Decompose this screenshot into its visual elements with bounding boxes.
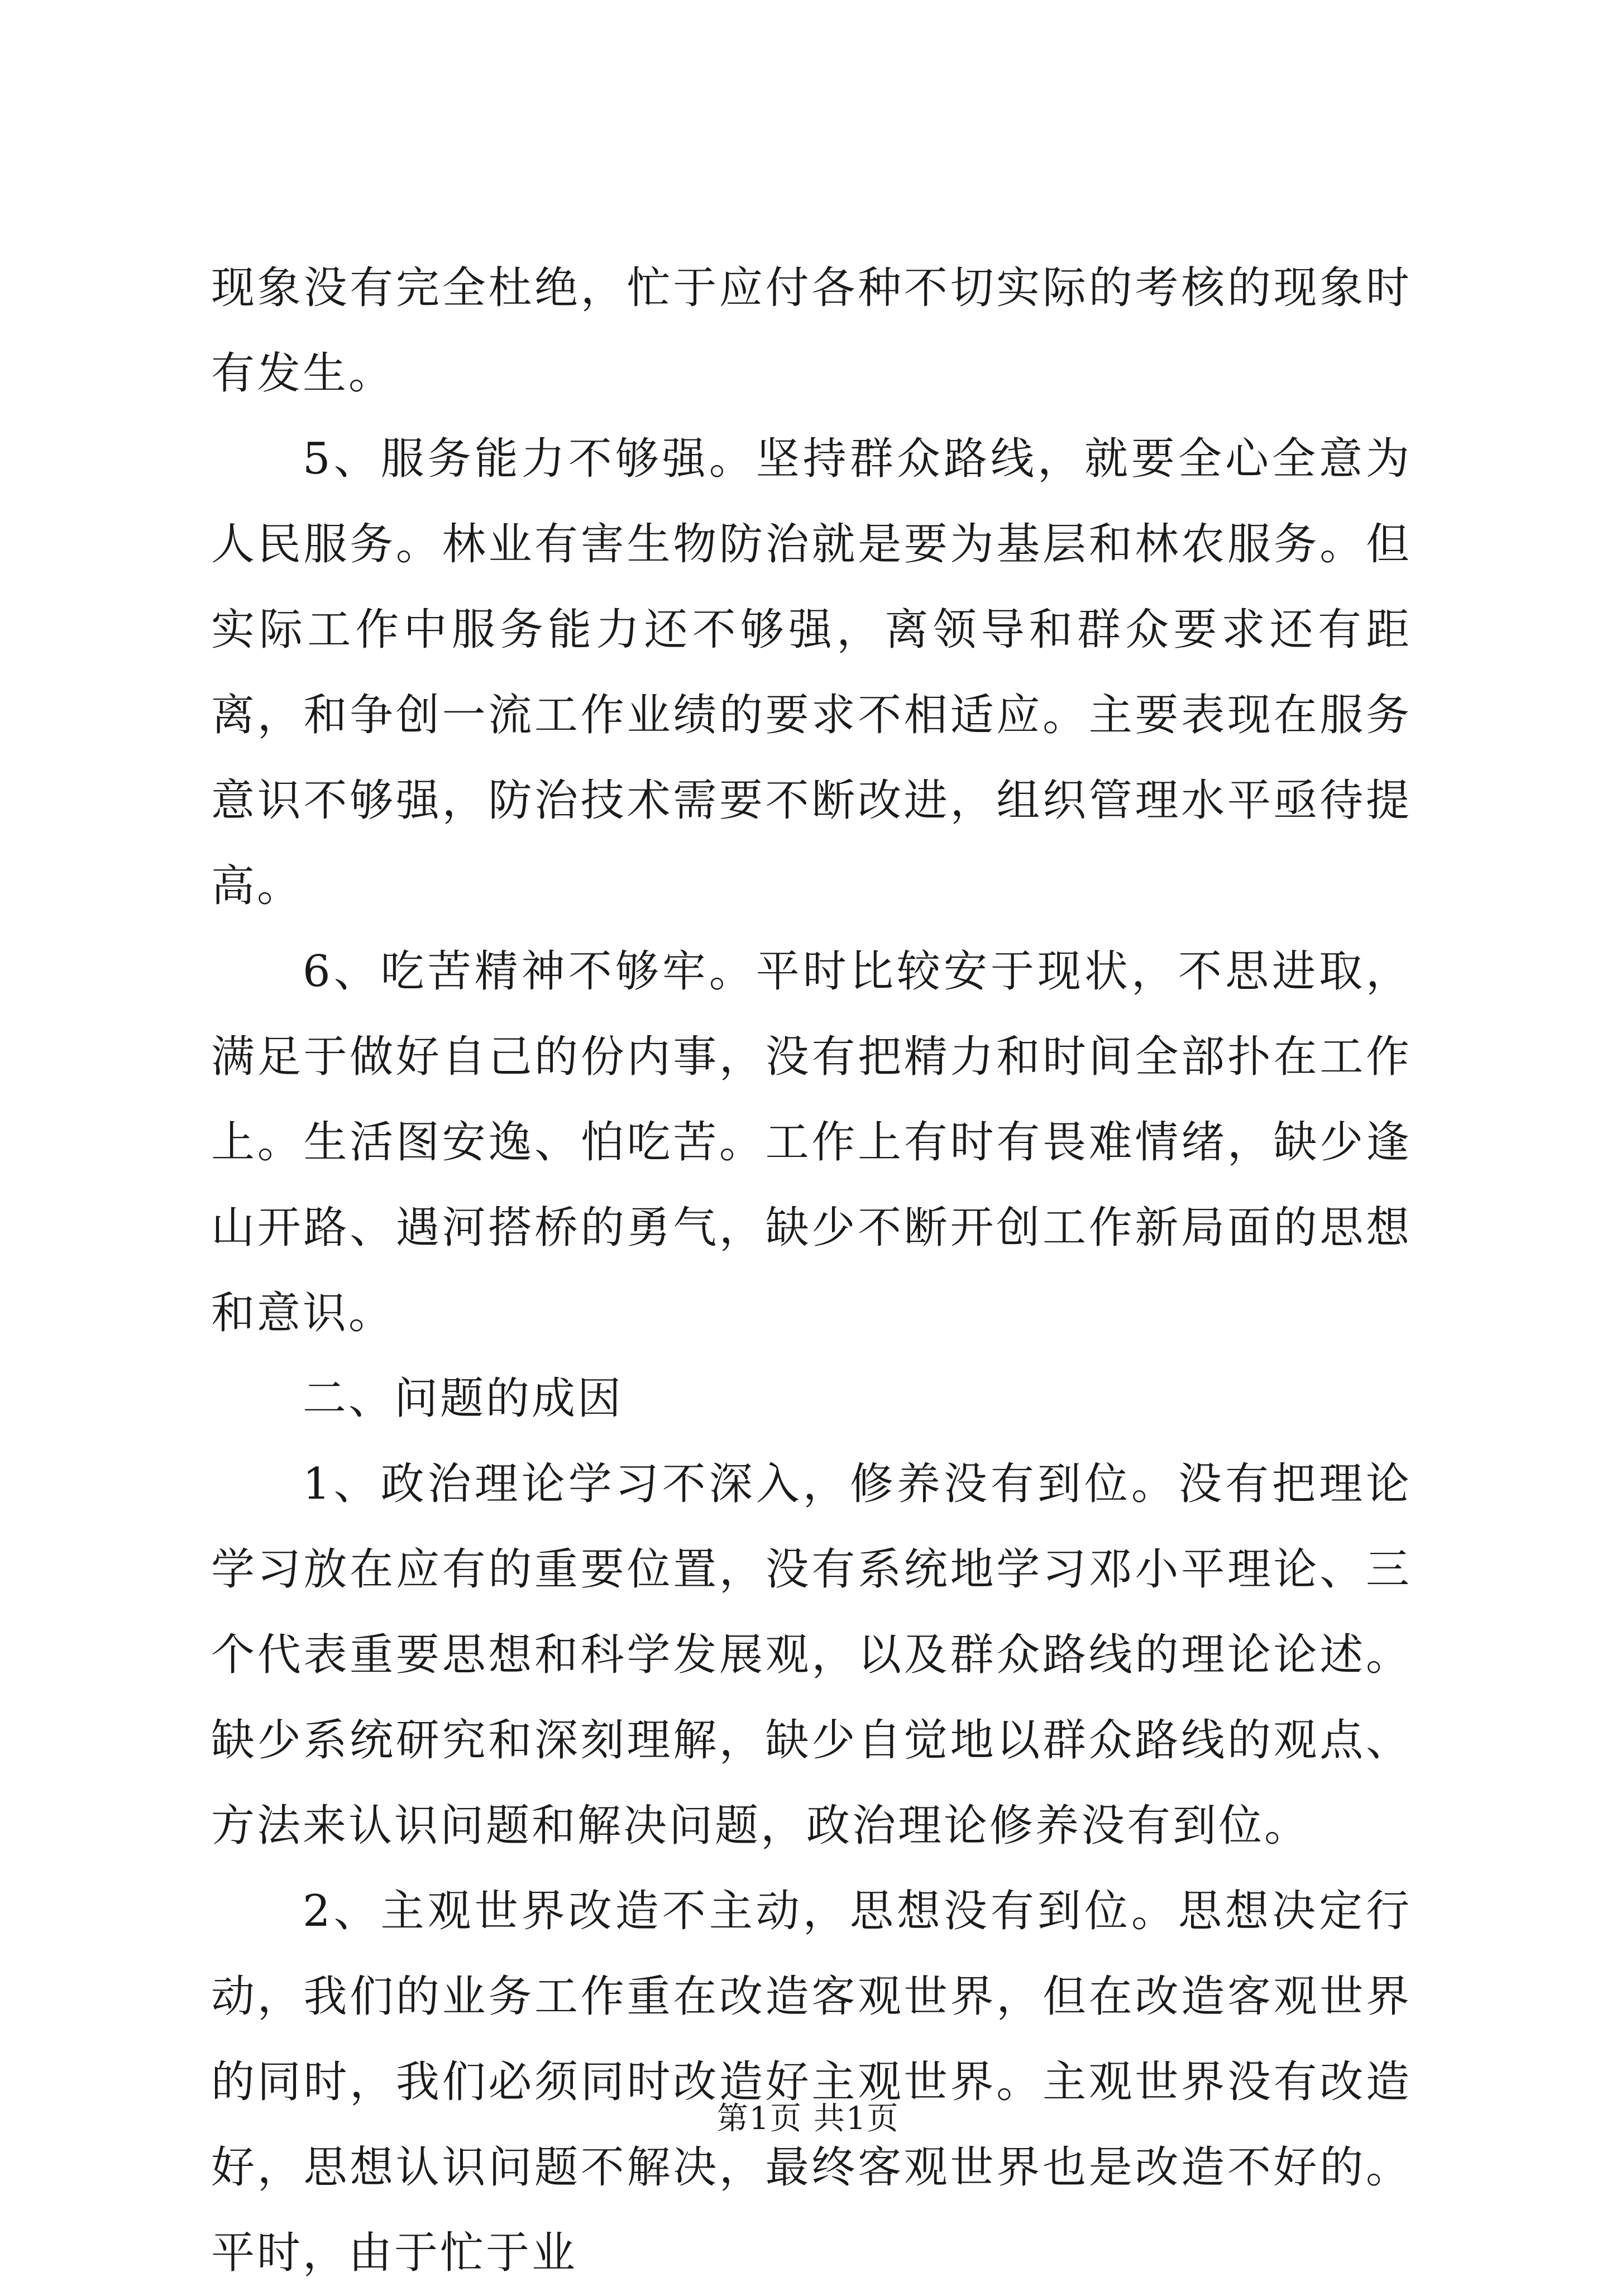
document-body [211, 246, 1412, 2296]
paragraph-continuation: 现象没有完全杜绝，忙于应付各种不切实际的考核的现象时有发生。 [211, 263, 1412, 399]
paragraph-cause-2: 2、主观世界改造不主动，思想没有到位。思想决定行动，我们的业务工作重在改造客观世界，但在改造客观世界的同时，我们必须同时改造好主观世界。主观世界没有改造好，思想认识问题不解决，最终客观世界也是改造不好的。平时，由于忙于业 [211, 1886, 1412, 2278]
page-footer: 第1页 共1页 [716, 2101, 900, 2137]
paragraph-item-6: 6、吃苦精神不够牢。平时比较安于现状，不思进取，满足于做好自己的份内事，没有把精力和时间全部扑在工作上。生活图安逸、怕吃苦。工作上有时有畏难情绪，缺少逢山开路、遇河搭桥的勇气，缺少不断开创工作新局面的思想和意识。 [211, 946, 1412, 1338]
paragraph-cause-1: 1、政治理论学习不深入，修养没有到位。没有把理论学习放在应有的重要位置，没有系统地学习邓小平理论、三个代表重要思想和科学发展观，以及群众路线的理论论述。缺少系统研究和深刻理解，缺少自觉地以群众路线的观点、方法来认识问题和解决问题，政治理论修养没有到位。 [211, 1459, 1412, 1851]
section-heading: 二、问题的成因 [303, 1374, 624, 1424]
paragraph-item-5: 5、服务能力不够强。坚持群众路线，就要全心全意为人民服务。林业有害生物防治就是要为基层和林农服务。但实际工作中服务能力还不够强，离领导和群众要求还有距离，和争创一流工作业绩的要求不相适应。主要表现在服务意识不够强，防治技术需要不断改进，组织管理水平亟待提高。 [211, 434, 1412, 911]
